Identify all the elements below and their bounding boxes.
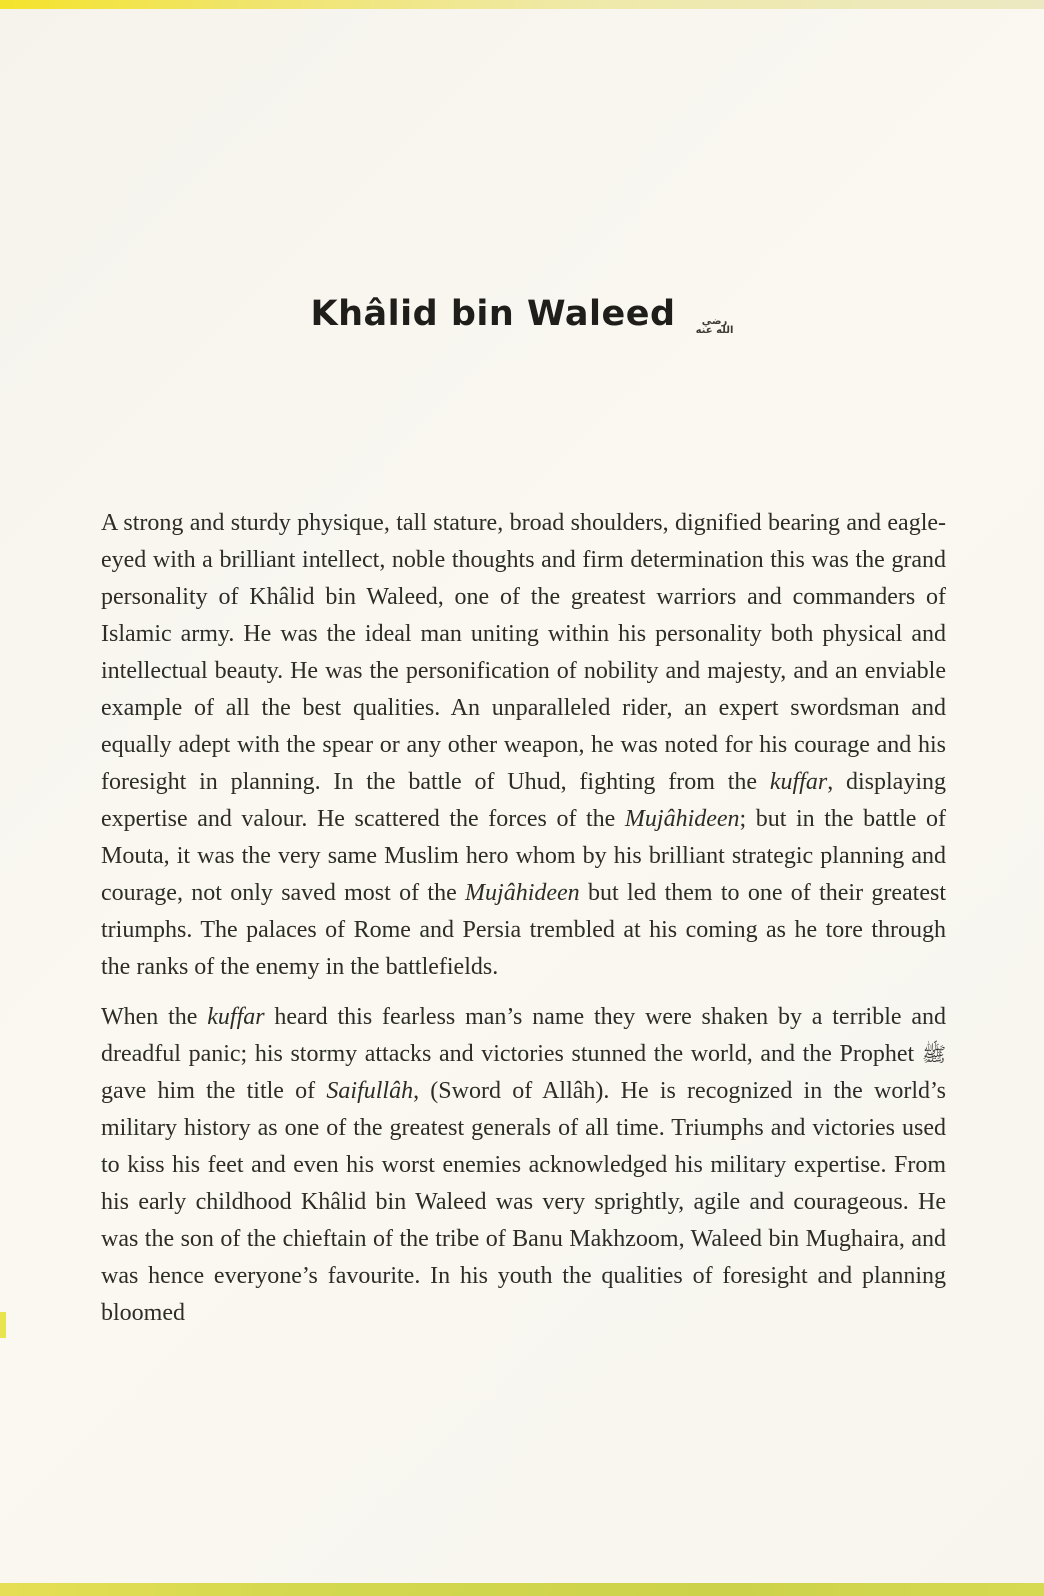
text-run: but led them to one of their greatest triumphs. The palaces of Rome and Persia trembled at his coming as he tore through the ranks of the enemy in the battlefields. [101,880,946,980]
scan-edge-bottom-strip [0,1583,1044,1596]
scan-edge-left-mark [0,1312,6,1338]
text-run: Mujâhideen [465,880,580,906]
text-run: gave him the title of [101,1078,327,1104]
text-run: heard this fearless man’s name they were shaken by a terrible and dreadful panic; his stormy attacks and victories stunned the world, and the Prophet [101,1004,947,1067]
text-run: When the [101,1004,208,1030]
body-text [101,505,946,1345]
paragraph [101,505,946,986]
text-run: A strong and sturdy physique, tall stature, broad shoulders, dignified bearing and eagle-eyed with a brilliant intellect, noble thoughts and firm determination this was the grand personality of Khâlid bin Waleed, one of the greatest warriors and commanders of Islamic army. He was the ideal man uniting within his personality both physical and intellectual beauty. He was the personification of nobility and majesty, and an enviable example of all the best qualities. An unparalleled rider, an expert swordsman and equally adept with the spear or any other weapon, he was noted for his courage and his foresight in planning. In the battle of Uhud, fighting from the [101,510,946,795]
chapter-title-row [0,294,1044,335]
chapter-title: Khâlid bin Waleed [310,294,676,334]
radiallahu-anhu-calligraphy-icon: رضي الله عنه [695,316,734,336]
prophet-honorific-symbol: ﷺ [921,1042,946,1066]
text-run: , (Sword of Allâh). He is recognized in the world’s military history as one of the greatest generals of all time. Triumphs and victories used to kiss his feet and even his worst enemies acknowledged his military expertise. From his early childhood Khâlid bin Waleed was very sprightly, agile and courageous. He was the son of the chieftain of the tribe of Banu Makhzoom, Waleed bin Mughaira, and was hence everyone’s favourite. In his youth the qualities of foresight and planning bloomed [101,1078,946,1326]
text-run: , displaying expertise and valour. He scattered the forces of the [101,769,946,832]
text-run: Saifullâh [326,1078,414,1104]
scan-edge-top-strip [0,0,1044,9]
text-run: ; but in the battle of Mouta, it was the very same Muslim hero whom by his brilliant strategic planning and courage, not only saved most of the [101,806,947,906]
paragraph [101,999,946,1332]
text-run: Mujâhideen [624,806,740,832]
text-run: kuffar [207,1004,265,1030]
text-run: kuffar [769,769,828,795]
